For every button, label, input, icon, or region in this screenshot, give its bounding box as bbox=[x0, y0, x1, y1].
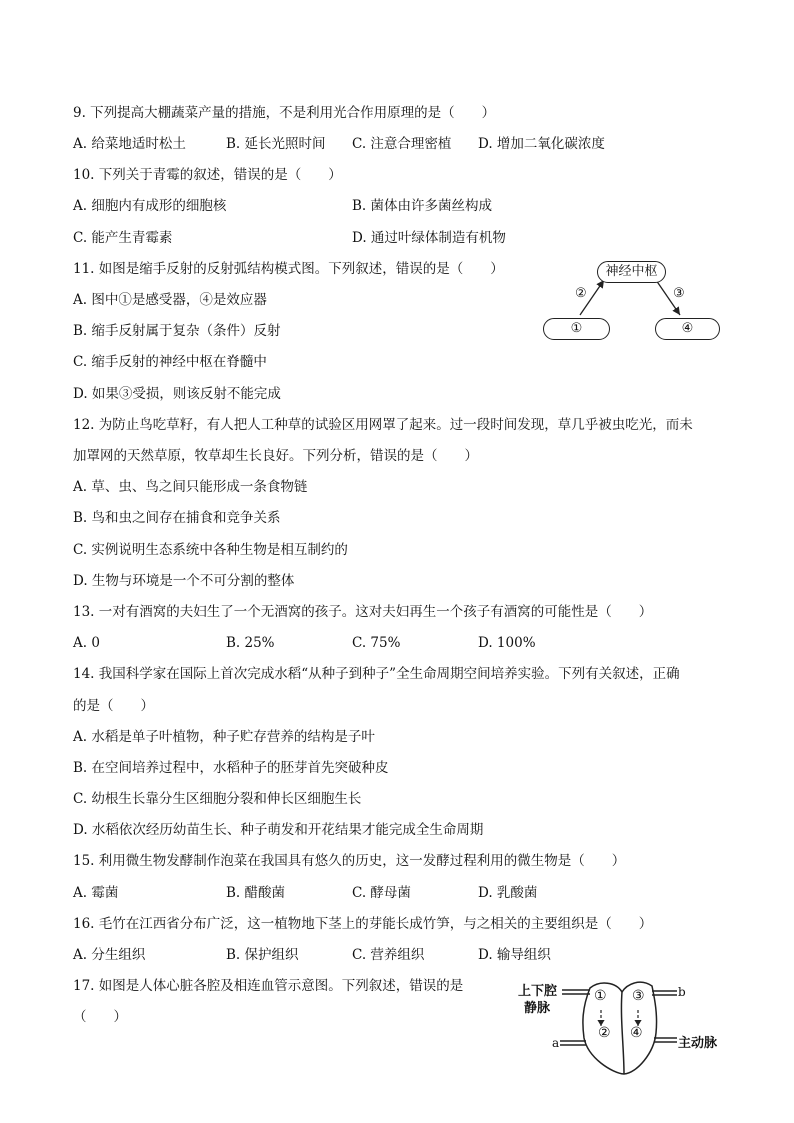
heart-septum bbox=[621, 992, 624, 1074]
q16-option-d: D. 输导组织 bbox=[478, 947, 551, 963]
q9-option-d: D. 增加二氧化碳浓度 bbox=[478, 136, 605, 152]
q15-stem: 15. 利用微生物发酵制作泡菜在我国具有悠久的历史，这一发酵过程利用的微生物是（ ） bbox=[73, 853, 626, 869]
q10-option-a: A. 细胞内有成形的细胞核 bbox=[73, 198, 227, 214]
q17-stem: 17. 如图是人体心脏各腔及相连血管示意图。下列叙述，错误的是 bbox=[73, 978, 464, 994]
q13-option-a: A. 0 bbox=[73, 635, 100, 651]
q9-option-a: A. 给菜地适时松土 bbox=[73, 136, 186, 152]
q9-option-c: C. 注意合理密植 bbox=[352, 136, 452, 152]
q12-option-a: A. 草、虫、鸟之间只能形成一条食物链 bbox=[73, 479, 308, 495]
q10-stem: 10. 下列关于青霉的叙述，错误的是（ ） bbox=[73, 167, 342, 183]
q16-stem: 16. 毛竹在江西省分布广泛，这一植物地下茎上的芽能长成竹笋，与之相关的主要组织是（ ） bbox=[73, 916, 653, 932]
receptor-box: ① bbox=[543, 318, 610, 340]
q16-option-b: B. 保护组织 bbox=[226, 947, 299, 963]
q11-option-a: A. 图中①是感受器，④是效应器 bbox=[73, 292, 267, 308]
label-3: ③ bbox=[673, 286, 685, 301]
q17-blank: （ ） bbox=[73, 1009, 127, 1025]
q11-stem: 11. 如图是缩手反射的反射弧结构模式图。下列叙述，错误的是（ ） bbox=[73, 261, 504, 277]
label-2: ② bbox=[575, 286, 587, 301]
label-vena-cava-1: 上下腔 bbox=[518, 984, 558, 999]
q15-option-a: A. 霉菌 bbox=[73, 885, 119, 901]
chamber-4: ④ bbox=[630, 1025, 643, 1041]
chamber-3: ③ bbox=[632, 988, 645, 1004]
label-aorta: 主动脉 bbox=[678, 1036, 718, 1051]
q13-stem: 13. 一对有酒窝的夫妇生了一个无酒窝的孩子。这对夫妇再生一个孩子有酒窝的可能性是（ ） bbox=[73, 604, 653, 620]
q14-stem-line2: 的是（ ） bbox=[73, 698, 154, 714]
reflex-arc-figure bbox=[540, 258, 725, 346]
q13-option-c: C. 75% bbox=[352, 635, 401, 651]
q12-option-d: D. 生物与环境是一个不可分割的整体 bbox=[73, 573, 295, 589]
q11-option-c: C. 缩手反射的神经中枢在脊髓中 bbox=[73, 354, 267, 370]
q15-option-d: D. 乳酸菌 bbox=[478, 885, 538, 901]
q9-option-b: B. 延长光照时间 bbox=[226, 136, 326, 152]
q13-option-d: D. 100% bbox=[478, 635, 536, 651]
q15-option-b: B. 醋酸菌 bbox=[226, 885, 286, 901]
heart-figure bbox=[512, 978, 726, 1078]
nerve-center-box: 神经中枢 bbox=[597, 261, 666, 283]
q14-stem-line1: 14. 我国科学家在国际上首次完成水稻“从种子到种子”全生命周期空间培养实验。下列有关叙述，正确 bbox=[73, 666, 680, 682]
q10-option-d: D. 通过叶绿体制造有机物 bbox=[352, 230, 506, 246]
effector-box: ④ bbox=[655, 318, 720, 340]
q12-option-b: B. 鸟和虫之间存在捕食和竞争关系 bbox=[73, 510, 281, 526]
chamber-1: ① bbox=[594, 988, 607, 1004]
q12-stem-line2: 加罩网的天然草原，牧草却生长良好。下列分析，错误的是（ ） bbox=[73, 448, 478, 464]
label-a: a bbox=[552, 1036, 560, 1050]
label-b: b bbox=[678, 985, 686, 999]
q16-option-a: A. 分生组织 bbox=[73, 947, 146, 963]
q12-stem-line1: 12. 为防止鸟吃草籽，有人把人工种草的试验区用网罩了起来。过一段时间发现，草几乎被虫吃光，而未 bbox=[73, 417, 693, 433]
q13-option-b: B. 25% bbox=[226, 635, 275, 651]
q15-option-c: C. 酵母菌 bbox=[352, 885, 411, 901]
q14-option-c: C. 幼根生长靠分生区细胞分裂和伸长区细胞生长 bbox=[73, 791, 362, 807]
q16-option-c: C. 营养组织 bbox=[352, 947, 425, 963]
q14-option-a: A. 水稻是单子叶植物，种子贮存营养的结构是子叶 bbox=[73, 729, 375, 745]
label-vena-cava-2: 静脉 bbox=[524, 1001, 551, 1016]
q14-option-b: B. 在空间培养过程中，水稻种子的胚芽首先突破种皮 bbox=[73, 760, 389, 776]
q9-stem: 9. 下列提高大棚蔬菜产量的措施，不是利用光合作用原理的是（ ） bbox=[73, 105, 496, 121]
q10-option-b: B. 菌体由许多菌丝构成 bbox=[352, 198, 493, 214]
chamber-2: ② bbox=[598, 1025, 611, 1041]
q12-option-c: C. 实例说明生态系统中各种生物是相互制约的 bbox=[73, 542, 348, 558]
q11-option-d: D. 如果③受损，则该反射不能完成 bbox=[73, 386, 281, 402]
q14-option-d: D. 水稻依次经历幼苗生长、种子萌发和开花结果才能完成全生命周期 bbox=[73, 822, 484, 838]
q10-option-c: C. 能产生青霉素 bbox=[73, 230, 173, 246]
q11-option-b: B. 缩手反射属于复杂（条件）反射 bbox=[73, 323, 281, 339]
